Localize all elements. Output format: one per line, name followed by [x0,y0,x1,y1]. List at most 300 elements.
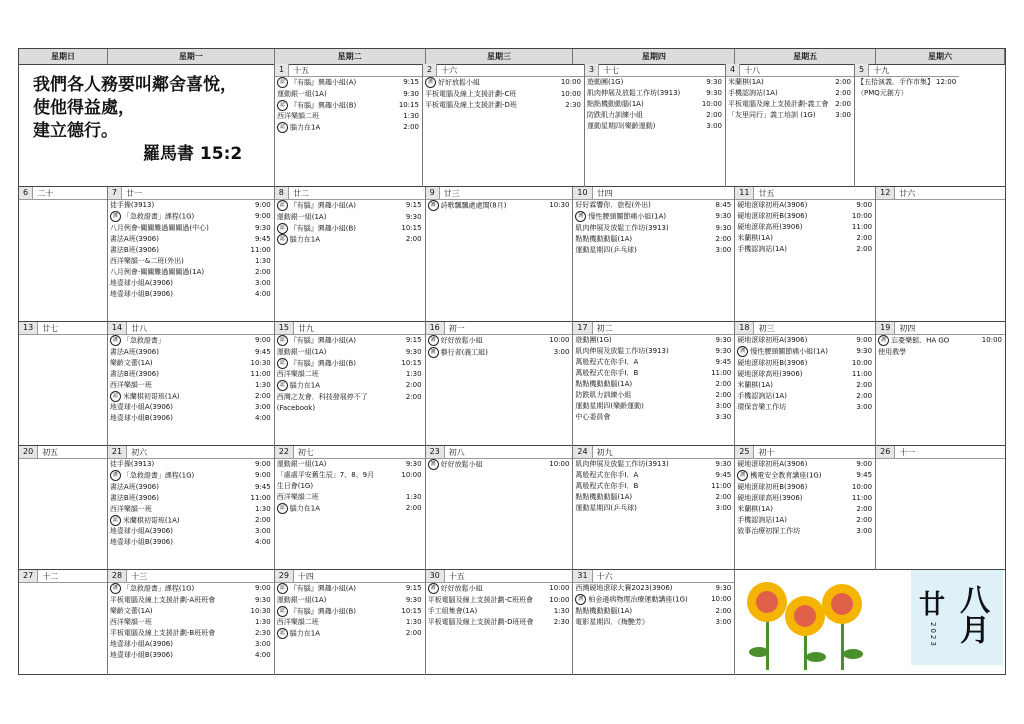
calendar-event[interactable] [108,459,274,470]
event-title: 平板電腦及線上支援計劃-B班班會 [109,628,216,637]
calendar-event[interactable] [573,223,734,234]
calendar-event[interactable] [275,459,425,470]
calendar-event[interactable] [275,392,425,403]
lunar-date: 廿八 [131,323,148,333]
event-title: 運動銀一組(1A) [276,212,327,221]
calendar-event[interactable] [573,492,734,503]
calendar-event[interactable] [108,595,274,606]
calendar-event[interactable] [423,77,584,89]
event-title: 肌肉伸展及放鬆工作坊(3913) [587,89,681,97]
calendar-event[interactable] [573,606,734,617]
week-row [19,446,1005,570]
category-icon: 護 [425,77,436,88]
calendar-event[interactable] [726,99,854,110]
calendar-event[interactable] [275,335,425,347]
event-title: 西洋樂韻一&二班(外出) [109,256,184,265]
calendar-event[interactable] [426,583,573,595]
event-title: 硬地滾球初班B(3906) [737,212,808,220]
category-icon: 認 [277,583,288,594]
lunar-date: 十九 [873,65,890,75]
event-title: 西洋樂韻二班 [277,112,319,120]
event-time: 3:00 [553,347,570,356]
event-title: 米蘭棋初哥班(1A) [122,392,180,400]
day-cell[interactable] [275,446,426,570]
event-title: 書法A班(3906) [109,347,159,356]
event-time: 9:15 [405,584,422,592]
day-header [108,322,274,335]
event-title: 「急救證書」課程(1G) [122,471,195,480]
calendar-event[interactable] [275,200,425,212]
event-title: 「處處平安舊生辰」7、8、9月 [276,471,375,479]
calendar-event[interactable] [573,390,734,401]
calendar-event[interactable] [108,526,274,537]
event-title: （PMQ元創方） [857,89,908,97]
lunar-date: 十二 [42,571,59,581]
category-icon: 護 [428,200,439,211]
day-cell[interactable] [735,187,876,322]
calendar-event[interactable] [108,267,274,278]
calendar-event[interactable] [735,380,875,391]
calendar-event[interactable] [735,482,875,493]
event-title: 柏金遜病物理治療運動講座(1G) [588,595,688,604]
calendar-event[interactable] [573,470,734,481]
day-number: 11 [735,187,754,199]
calendar-event[interactable] [426,606,573,617]
calendar-event[interactable] [275,223,425,235]
calendar-event[interactable] [108,628,274,639]
calendar-event[interactable] [275,100,422,112]
event-title: 西洋樂韻一班 [109,504,152,513]
day-cell[interactable] [426,322,574,446]
event-title: 萬般程式在你手I．A [575,358,639,366]
calendar-event[interactable] [726,110,854,121]
event-time: 2:00 [856,515,873,524]
lunar-date: 十八 [744,65,761,75]
day-cell[interactable] [19,446,108,570]
calendar-event[interactable] [735,244,875,255]
calendar-event[interactable] [108,278,274,289]
event-title: 硬地滾球初班A(3906) [737,201,808,209]
day-cell[interactable] [573,322,735,446]
day-cell[interactable] [275,322,426,446]
day-cell[interactable] [423,64,585,187]
calendar-event[interactable] [108,223,274,234]
event-title: 肌肉伸展及放鬆工作坊(3913) [575,460,669,468]
calendar-event[interactable] [573,617,734,628]
event-time: 2:00 [856,504,873,513]
event-title: 書法B班(3906) [109,245,159,254]
day-header [19,322,107,335]
calendar-event[interactable] [275,122,422,134]
day-cell[interactable] [735,446,876,570]
day-cell[interactable] [275,64,423,187]
event-time: 9:45 [715,471,732,479]
lunar-date: 廿二 [292,188,309,198]
calendar-event[interactable] [426,595,573,606]
calendar-event[interactable] [735,493,875,504]
calendar-event[interactable] [426,459,573,471]
calendar-event[interactable] [108,515,274,527]
day-cell[interactable] [19,570,108,675]
event-time: 10:00 [549,460,570,468]
calendar-event[interactable] [735,335,875,346]
day-header [108,187,274,200]
calendar-event[interactable] [573,234,734,245]
calendar-event[interactable] [108,617,274,628]
event-title: 電影星期四．《梅艷芳》 [575,617,649,626]
calendar-event[interactable] [275,358,425,370]
event-time: 2:00 [835,89,851,97]
calendar-event[interactable] [735,200,875,211]
calendar-event[interactable] [108,606,274,617]
calendar-event[interactable] [573,401,734,412]
event-title: 使用教學 [878,347,907,356]
day-cell[interactable] [275,187,426,322]
event-title: 腦力在1A [290,123,321,132]
calendar-event[interactable] [573,211,734,223]
day-header [573,446,734,459]
day-header [735,322,875,335]
calendar-event[interactable] [735,526,875,537]
calendar-event[interactable] [275,380,425,392]
event-time: 2:00 [405,381,422,389]
day-cell[interactable] [108,570,275,675]
calendar-event[interactable] [573,368,734,379]
event-title: 中心委員會 [575,413,611,421]
event-title: 好好放鬆小組 [440,584,483,593]
event-time: 2:30 [255,628,271,637]
event-time: 9:00 [255,212,271,220]
event-time: 9:00 [856,460,873,468]
day-header [876,322,1005,335]
event-time: 2:00 [706,111,722,119]
event-title: 運動銀一組(1A) [277,89,327,98]
event-title: 地壹球小組A(3906) [109,527,173,535]
calendar-event[interactable] [423,89,584,100]
event-title: 運動星期四(乒乓球) [575,245,637,254]
event-title: 手工組集會(1A) [427,606,478,615]
day-cell[interactable] [573,570,735,675]
day-header [573,187,734,200]
calendar-event[interactable] [108,470,274,482]
event-title: 西灣硬地滾球大賽2023(3906) [575,584,673,592]
calendar-event[interactable] [735,459,875,470]
calendar-event[interactable] [735,211,875,222]
lunar-date: 初四 [899,323,916,333]
calendar-event[interactable] [108,537,274,548]
calendar-event[interactable] [735,515,875,526]
calendar-event[interactable] [573,412,734,423]
calendar-event[interactable] [855,77,959,88]
event-time: 8:45 [715,201,732,209]
day-header [426,570,573,583]
calendar-event[interactable] [573,346,734,357]
calendar-event[interactable] [426,617,573,628]
calendar-event[interactable] [275,470,425,481]
event-title: 八月例會-關關難過關關過(中心) [109,223,209,232]
day-header [108,570,274,583]
calendar-event[interactable] [108,650,274,661]
event-time: 9:45 [255,234,271,243]
calendar-event[interactable] [573,245,734,256]
event-title: 生日會(1G) [276,482,314,490]
event-time: 3:30 [715,413,732,421]
event-title: 萬般程式在你手I．B [575,369,639,377]
event-title: 西洋樂韻一班 [109,380,152,389]
category-icon: 認 [277,335,288,346]
calendar-event[interactable] [585,88,725,99]
calendar-event[interactable] [275,492,425,503]
calendar-event[interactable] [108,493,274,504]
event-time: 2:00 [715,380,732,388]
calendar-event[interactable] [108,391,274,403]
event-title: 『有腦』興趣小組(A) [289,201,356,210]
calendar-event[interactable] [275,111,422,122]
day-header [426,446,573,459]
lunar-date: 廿三 [443,188,460,198]
calendar-event[interactable] [573,594,734,606]
day-header [573,570,734,583]
event-title: 運動銀一組(1A) [276,460,327,468]
day-cell[interactable] [108,446,275,570]
day-cell[interactable] [19,187,108,322]
weekday-5: 星期五 [735,49,876,64]
day-cell[interactable] [855,64,959,187]
calendar-event[interactable] [275,481,425,492]
calendar-event[interactable] [108,583,274,595]
event-title: 『有腦』興趣小組(A) [289,584,356,593]
event-title: 樂齡文蕾(1A) [109,606,153,615]
event-time: 11:00 [250,493,271,502]
event-time: 9:00 [856,201,873,209]
lunar-date: 十四 [297,571,314,581]
calendar-event[interactable] [275,583,425,595]
calendar-event[interactable] [726,77,854,88]
calendar-event[interactable] [726,88,854,99]
calendar-event[interactable] [275,628,425,640]
calendar-event[interactable] [275,212,425,223]
calendar-event[interactable] [275,595,425,606]
event-title: 手機認詢站(1A) [737,245,787,253]
day-cell[interactable] [726,64,855,187]
calendar-event[interactable] [573,379,734,390]
center-logo: 廿 [918,590,945,620]
calendar-event[interactable] [735,369,875,380]
calendar-event[interactable] [735,346,875,358]
day-number: 10 [573,187,592,199]
event-title: 點點機動動腦(1A) [575,380,633,388]
calendar-event[interactable] [108,413,274,424]
lunar-date: 十六 [441,65,458,75]
calendar-event[interactable] [735,470,875,482]
calendar-event[interactable] [275,347,425,358]
calendar-event[interactable] [275,403,425,414]
verse-line3: 建立德行。 [33,121,118,141]
event-title: 西灣之友會．科技發展停不了 [276,392,368,401]
event-time: 2:00 [405,504,422,512]
week-row [19,187,1005,322]
calendar-event[interactable] [275,234,425,246]
day-cell[interactable] [573,187,735,322]
calendar-event[interactable] [275,369,425,380]
event-title: 肌肉伸展及放鬆工作坊(3913) [575,223,669,232]
event-title: 【五拾演義．手作市集】 [857,78,934,86]
lunar-date: 初九 [596,447,613,457]
event-time: 1:30 [255,380,271,389]
day-cell[interactable] [426,187,574,322]
calendar-event[interactable] [876,347,1005,358]
day-cell[interactable] [108,187,275,322]
event-title: 徒手操(3913) [109,460,155,468]
calendar-event[interactable] [735,402,875,413]
event-time: 10:00 [549,336,570,344]
calendar-event[interactable] [108,200,274,211]
event-time: 2:00 [405,235,422,243]
event-time: 10:15 [398,100,419,109]
calendar-event[interactable] [876,335,1005,347]
lunar-date: 廿九 [297,323,314,333]
weekday-3: 星期三 [426,49,574,64]
calendar-event[interactable] [108,504,274,515]
calendar-event[interactable] [573,503,734,514]
event-time: 10:00 [701,100,722,108]
calendar-event[interactable] [585,110,725,121]
calendar-event[interactable] [108,335,274,347]
event-title: 平板電腦及線上支援計劃-D班 [425,100,517,109]
calendar-event[interactable] [275,503,425,515]
event-title: 藝行者(義工組) [440,348,489,356]
day-cell[interactable] [876,187,1005,322]
event-title: 點點機動動腦(1A) [575,493,633,501]
calendar-event[interactable] [735,504,875,515]
event-title: 點點機動動腦(1A) [575,234,633,243]
day-cell[interactable] [585,64,726,187]
calendar-event[interactable] [108,380,274,391]
calendar-event[interactable] [108,234,274,245]
day-cell[interactable] [108,322,275,446]
event-time: 4:00 [255,289,271,298]
event-time: 2:00 [856,245,873,253]
calendar-event[interactable] [426,335,573,347]
category-icon: 護 [575,211,586,222]
calendar-event[interactable] [573,459,734,470]
event-time: 9:30 [405,212,422,221]
event-time: 3:00 [856,526,873,535]
day-number: 12 [876,187,895,199]
calendar-event[interactable] [275,89,422,100]
calendar-event[interactable] [585,121,725,132]
calendar-event[interactable] [423,100,584,111]
calendar-event[interactable] [108,402,274,413]
event-time: 1:30 [405,618,422,626]
calendar-event[interactable] [108,482,274,493]
day-cell[interactable] [275,570,426,675]
event-title: 地壹球小組B(3906) [109,650,173,659]
event-time: 2:00 [255,267,271,276]
event-time: 9:00 [255,584,271,592]
calendar-event[interactable] [585,99,725,110]
event-time: 2:00 [835,78,851,86]
calendar-event[interactable] [108,347,274,358]
category-icon: 認 [277,628,288,639]
calendar-event[interactable] [573,335,734,346]
day-cell[interactable] [19,322,108,446]
calendar-event[interactable] [108,289,274,300]
event-time: 9:30 [405,460,422,468]
calendar-event[interactable] [108,639,274,650]
day-header [735,446,875,459]
calendar-event[interactable] [108,211,274,223]
event-title: 硬地滾球初班A(3906) [737,336,808,344]
day-header [585,64,725,77]
event-time: 9:30 [715,212,732,220]
event-title: 西洋樂韻二班 [276,618,319,626]
calendar-event[interactable] [426,200,573,212]
calendar-event[interactable] [573,481,734,492]
calendar-event[interactable] [573,200,734,211]
monthly-calendar [18,48,1006,675]
day-cell[interactable] [426,446,574,570]
event-time: 10:00 [401,471,422,479]
calendar-event[interactable] [108,245,274,256]
event-title: 環保音樂工作坊 [737,402,787,411]
event-title: 西洋樂韻二班 [276,493,319,501]
calendar-event[interactable] [108,358,274,369]
event-time: 3:00 [706,122,722,130]
calendar-event[interactable] [855,88,959,99]
event-time: 9:30 [405,347,422,356]
day-cell[interactable] [735,322,876,446]
calendar-event[interactable] [735,222,875,233]
day-cell[interactable] [876,322,1005,446]
calendar-event[interactable] [735,233,875,244]
event-time: 3:00 [255,403,271,411]
day-header [19,187,107,200]
day-cell[interactable] [876,446,1005,570]
calendar-event[interactable] [735,391,875,402]
category-icon: 認 [110,391,121,402]
event-time: 9:45 [255,482,271,491]
event-title: 書法B班(3906) [109,493,159,502]
day-number: 6 [19,187,33,199]
calendar-event[interactable] [275,77,422,89]
calendar-event[interactable] [108,369,274,380]
calendar-event[interactable] [275,617,425,628]
day-cell[interactable] [573,446,735,570]
category-icon: 護 [878,335,889,346]
event-time: 9:00 [255,336,271,344]
category-icon: 認 [277,223,288,234]
event-time: 10:00 [549,595,570,604]
event-title: 地壹球小組A(3906) [109,639,173,648]
calendar-event[interactable] [275,606,425,618]
calendar-event[interactable] [426,347,573,359]
calendar-event[interactable] [573,357,734,368]
calendar-event[interactable] [735,358,875,369]
calendar-event[interactable] [573,583,734,594]
calendar-event[interactable] [585,77,725,88]
event-time: 11:00 [711,369,732,377]
event-title: 地壹球小組A(3906) [109,278,173,287]
day-cell[interactable] [426,570,574,675]
calendar-event[interactable] [108,256,274,267]
event-time: 9:30 [405,595,422,604]
category-icon: 護 [428,583,439,594]
event-title: 手機認詢站(1A) [728,89,778,97]
event-title: 機電安全教育講座(1G) [750,471,822,480]
event-title: 『有腦』興趣小組(A) [290,78,357,87]
event-time: 2:00 [856,391,873,400]
